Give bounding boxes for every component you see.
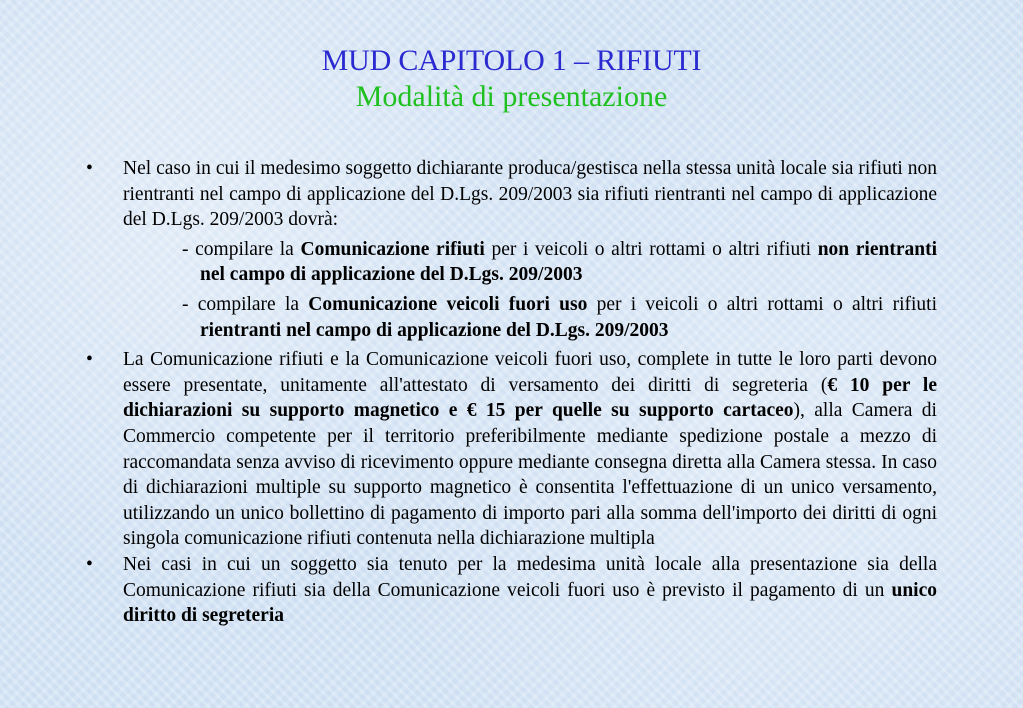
bullet-item-2 [84, 347, 937, 552]
bullet-item-1 [84, 156, 937, 233]
bullet-mark: • [86, 349, 93, 371]
sub-item-bold: non rientranti nel campo di applicazione del D.Lgs. 209/2003 [200, 238, 938, 286]
sub-item-bold: rientranti nel campo di applicazione del D.Lgs. 209/2003 [200, 319, 669, 341]
sub-item-text: per i veicoli o altri rottami o altri rifiuti [587, 293, 938, 315]
sub-item-prefix: - compilare la [182, 238, 301, 260]
bullet-text: Nel caso in cui il medesimo soggetto dichiarante produca/gestisca nella stessa unità locale sia rifiuti non rientranti nel campo di applicazione del D.Lgs. 209/2003 sia rifiuti rientranti nel campo di applicazione del D.Lgs. 209/2003 dovrà: [123, 158, 937, 231]
bullet-item-3 [84, 552, 937, 629]
bullet-text: ), alla Camera di Commercio competente per il territorio preferibilmente mediante spedizione postale a mezzo di raccomandata senza avviso di ricevimento oppure mediante consegna diretta alla Camera stessa. In caso di dichiarazioni multiple su supporto magnetico è consentita l'effettuazione di un unico versamento, utilizzando un unico bollettino di pagamento di importo pari alla somma dell'importo dei diritti di ogni singola comunicazione rifiuti contenuta nella dichiarazione multipla [123, 400, 937, 550]
slide-title: MUD CAPITOLO 1 – RIFIUTI [321, 44, 702, 77]
sub-item-text: per i veicoli o altri rottami o altri rifiuti [484, 238, 818, 260]
bullet-bold-text: € 10 per le dichiarazioni su supporto magnetico e € 15 per quelle su supporto cartaceo [123, 374, 937, 422]
sub-item-prefix: - compilare la [182, 293, 309, 315]
bullet-text: La Comunicazione rifiuti e la Comunicazione veicoli fuori uso, complete in tutte le loro parti devono essere presentate, unitamente all'attestato di versamento dei diritti di segreteria ( [123, 349, 937, 396]
bullet-list [84, 156, 937, 629]
slide-subtitle: Modalità di presentazione [355, 80, 668, 113]
bullet-text: Nei casi in cui un soggetto sia tenuto per la medesima unità locale alla presentazione sia della Comunicazione rifiuti sia della Comunicazione veicoli fuori uso è previsto il pagamento di un [123, 553, 937, 601]
sub-item-bold: Comunicazione veicoli fuori uso [308, 293, 588, 315]
bullet-mark: • [86, 553, 93, 575]
title-block [0, 44, 1023, 114]
sub-item-bold: Comunicazione rifiuti [300, 238, 485, 260]
sub-item-1 [84, 237, 937, 288]
sub-item-2 [84, 292, 937, 343]
bullet-bold-text: unico diritto di segreteria [123, 579, 937, 627]
bullet-mark: • [86, 158, 93, 179]
